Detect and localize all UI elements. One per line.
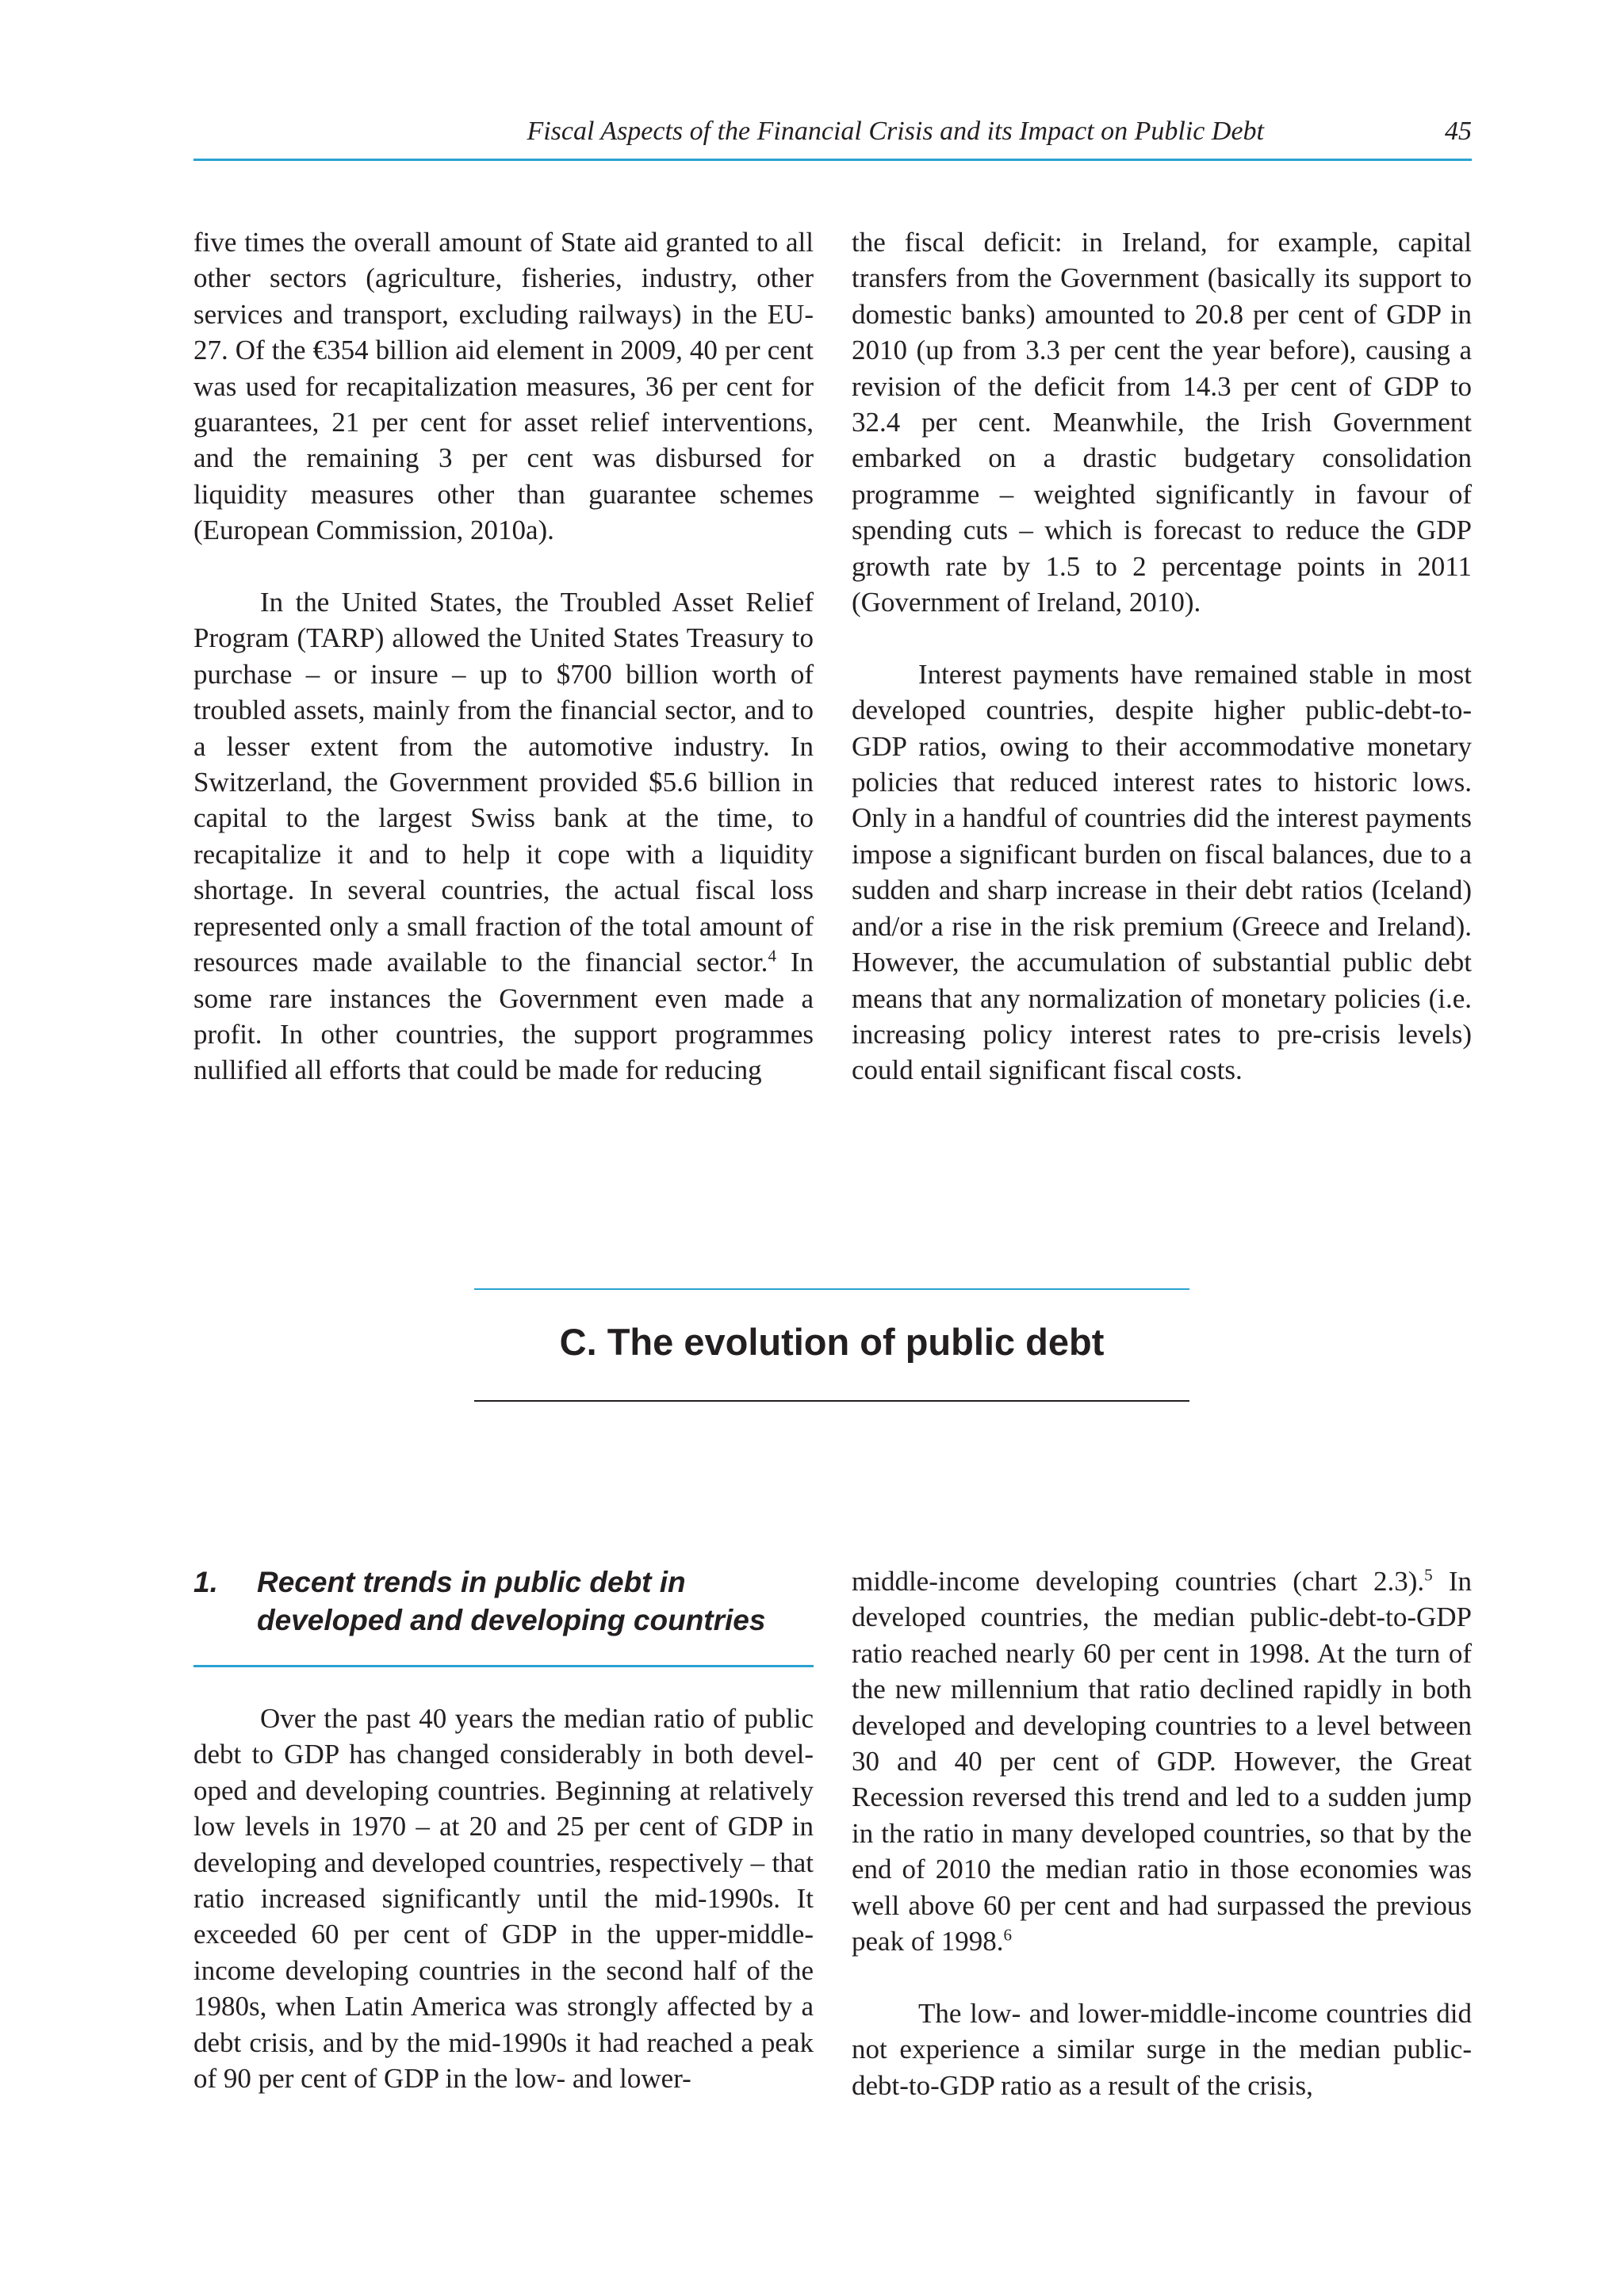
subsection-rule xyxy=(193,1665,814,1667)
paragraph-state-aid: five times the overall amount of State aid granted to all other sectors (agriculture, fisheries, industry, other services and transport, excluding railways) in the EU-27. Of the €354 billion aid element in 2009, 40 per cent was used for recapitalization measures, 36 per cent for guarantees, 21 per cent for asset relief interventions, and the remaining 3 per cent was disbursed for liquidity measures other than guarantee schemes (European Commission, 2010a). xyxy=(193,227,814,546)
section-rule-bottom xyxy=(474,1400,1189,1402)
footnote-ref-4[interactable]: 4 xyxy=(768,946,776,966)
footnote-ref-6[interactable]: 6 xyxy=(1003,1925,1012,1945)
top-right-column xyxy=(852,224,1472,1089)
header-rule xyxy=(193,159,1472,161)
bottom-left-column xyxy=(193,1701,814,2096)
subsection-title: Recent trends in public debt in developed and developing countries xyxy=(257,1566,766,1636)
paragraph-tarp xyxy=(193,584,814,1089)
footnote-ref-5[interactable]: 5 xyxy=(1424,1565,1433,1585)
paragraph-interest-payments: Interest payments have remained stable in most developed countries, despite higher public-debt-to-GDP ratios, owing to their accommodative monetary policies that reduced interest rates to historic lows. Only in a handful of countries did the interest payments impose a significant burden on fiscal balances, due to a sudden and sharp increase in their debt ratios (Iceland) and/or a rise in the risk premium (Greece and Ireland). However, the accumulation of substantial public debt means that any normalization of monetary policies (i.e. increasing policy interest rates to pre-crisis levels) could entail significant fiscal costs. xyxy=(852,658,1472,1086)
running-header xyxy=(193,111,1472,152)
paragraph-tarp-text-b: In some rare instances the Government even made a profit. In other countries, the support programmes nullified all efforts that could be made for reducing xyxy=(193,947,814,1086)
paragraph-ireland: the fiscal deficit: in Ireland, for example, capital transfers from the Government (basically its support to domestic banks) amounted to 20.8 per cent of GDP in 2010 (up from 3.3 per cent the year before), causing a revision of the deficit from 14.3 per cent of GDP to 32.4 per cent. Meanwhile, the Irish Government embarked on a drastic budgetary consolidation programme – weighted significantly in favour of spending cuts – which is forecast to reduce the GDP growth rate by 1.5 to 2 percentage points in 2011 (Government of Ireland, 2010). xyxy=(852,227,1472,618)
paragraph-median-ratio: Over the past 40 years the median ratio of public debt to GDP has changed considerably in both developed and developing countries. Beginning at relatively low levels in 1970 – at 20 and 25 per cent of GDP in developing and developed countries, respectively – that ratio increased significantly until the mid-1990s. It exceeded 60 per cent of GDP in the upper-middle-income developing countries in the second half of the 1980s, when Latin America was strongly affected by a debt crisis, and by the mid-1990s it had reached a peak of 90 per cent of GDP in the low- and lower- xyxy=(193,1703,814,2095)
page-number: 45 xyxy=(1445,117,1472,146)
paragraph-tarp-text-a: In the United States, the Troubled Asset Relief Program (TARP) allowed the United States Treasury to purchase – or insure – up to $700 billion worth of troubled assets, mainly from the financial sector, and to a lesser extent from the automotive industry. In Switzerland, the Government provided $5.6 billion in capital to the largest Swiss bank at the time, to recapitalize it and to help it cope with a liquidity shortage. In several countries, the actual fiscal loss represented only a small fraction of the total amount of resources made available to the financial sector. xyxy=(193,587,814,978)
section-heading: C. The evolution of public debt xyxy=(559,1321,1105,1363)
paragraph-developed-text-b: In developed countries, the median public-debt-to-GDP ratio reached nearly 60 per cent in 1998. At the turn of the new millennium that ratio declined rapidly in both developed and developing countries to a level between 30 and 40 per cent of GDP. However, the Great Recession reversed this trend and led to a sudden jump in the ratio in many developed countries, so that by the end of 2010 the median ratio in those economies was well above 60 per cent and had surpassed the previous peak of 1998. xyxy=(852,1566,1473,1957)
section-rule-top xyxy=(474,1288,1189,1290)
subsection-number: 1. xyxy=(193,1566,218,1598)
bottom-right-column xyxy=(852,1563,1472,2103)
paragraph-low-income: The low- and lower-middle-income countries did not experience a similar surge in the median public-debt-to-GDP ratio as a result of the crisis, xyxy=(852,1997,1472,2101)
paragraph-developed-text-a: middle-income developing countries (chart 2.3). xyxy=(852,1566,1425,1597)
running-title: Fiscal Aspects of the Financial Crisis and its Impact on Public Debt xyxy=(527,117,1264,146)
top-left-column xyxy=(193,224,814,1089)
paragraph-developed-countries xyxy=(852,1563,1472,1959)
